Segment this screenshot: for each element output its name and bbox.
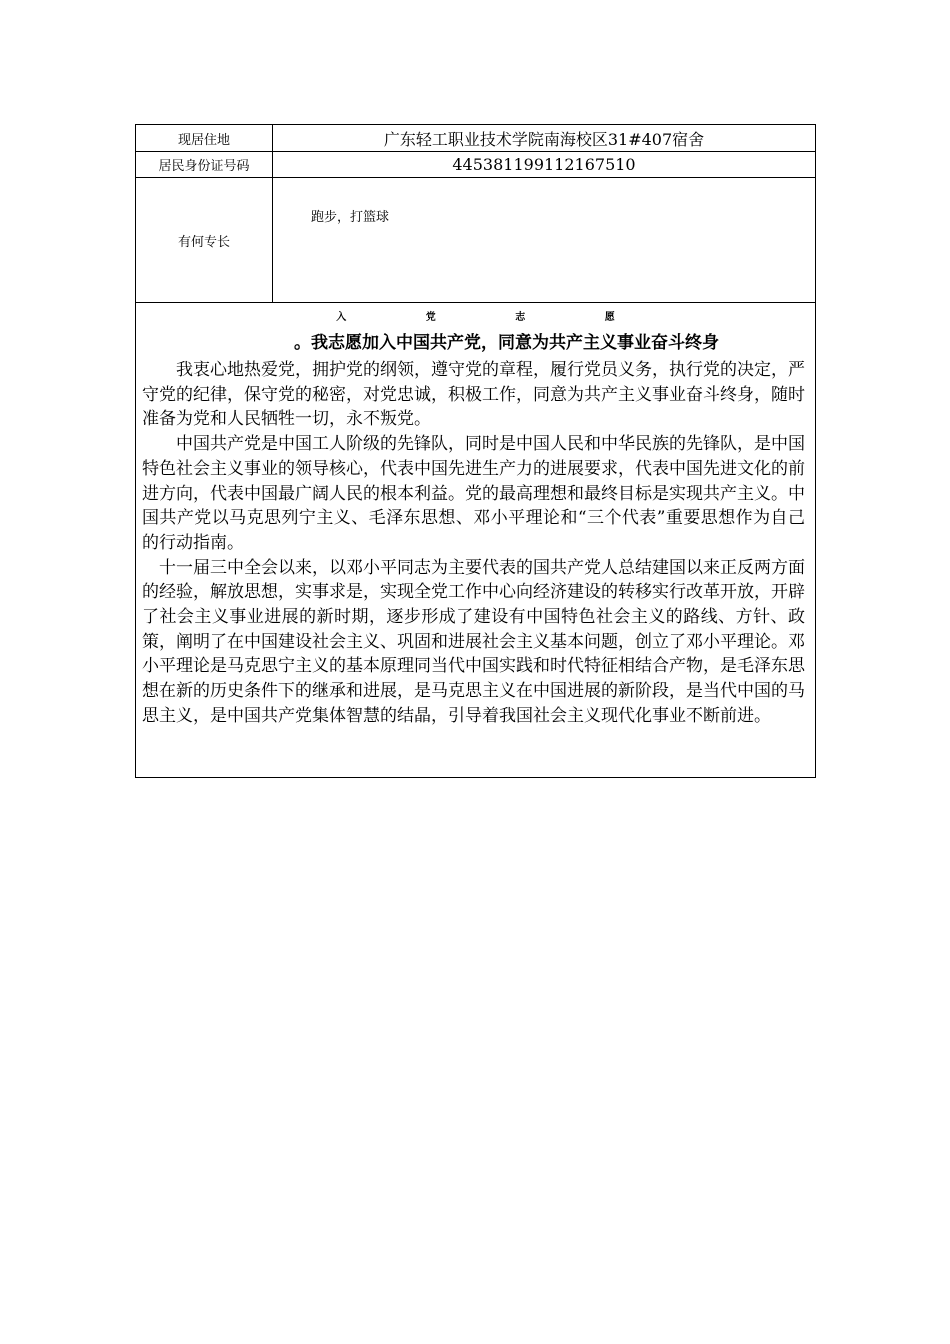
statement-paragraph: 中国共产党是中国工人阶级的先锋队，同时是中国人民和中华民族的先锋队，是中国特色社会主义事业的领导核心，代表中国先进生产力的进展要求，代表中国先进文化的前进方向，代表中国最广阔人民的根本利益。党的最高理想和最终目标是实现共产主义。中国共产党以马克思列宁主义、毛泽东思想、邓小平理论和“三个代表”重要思想作为自己的行动指南。 <box>142 434 805 553</box>
id-number-row <box>136 152 816 178</box>
skills-label: 有何专长 <box>136 178 273 303</box>
id-number-label: 居民身份证号码 <box>136 152 273 178</box>
id-number-value: 445381199112167510 <box>273 152 816 178</box>
statement-section <box>136 303 816 778</box>
pledge-line: 。我志愿加入中国共产党，同意为共产主义事业奋斗终身 <box>294 333 719 353</box>
statement-paragraph: 我衷心地热爱党，拥护党的纲领，遵守党的章程，履行党员义务，执行党的决定，严守党的纪律，保守党的秘密，对党忠诚，积极工作，同意为共产主义事业奋斗终身，随时准备为党和人民牺牲一切，永不叛党。 <box>142 360 805 430</box>
application-form-table <box>135 124 816 778</box>
statement-row <box>136 303 816 778</box>
skills-value: 跑步，打篮球 <box>273 178 816 303</box>
address-label: 现居住地 <box>136 125 273 152</box>
address-value: 广东轻工职业技术学院南海校区31#407宿舍 <box>273 125 816 152</box>
skills-row <box>136 178 816 303</box>
statement-paragraph: 十一届三中全会以来，以邓小平同志为主要代表的国共产党人总结建国以来正反两方面的经验，解放思想，实事求是，实现全党工作中心向经济建设的转移实行改革开放，开辟了社会主义事业进展的新时期，逐步形成了建设有中国特色社会主义的路线、方针、政策，阐明了在中国建设社会主义、巩固和进展社会主义基本问题，创立了邓小平理论。邓小平理论是马克思宁主义的基本原理同当代中国实践和时代特征相结合产物，是毛泽东思想在新的历史条件下的继承和进展，是马克思主义在中国进展的新阶段，是当代中国的马思主义，是中国共产党集体智慧的结晶，引导着我国社会主义现代化事业不断前进。 <box>142 557 805 726</box>
statement-title: 入 党 志 愿 <box>336 312 653 323</box>
address-row <box>136 125 816 152</box>
